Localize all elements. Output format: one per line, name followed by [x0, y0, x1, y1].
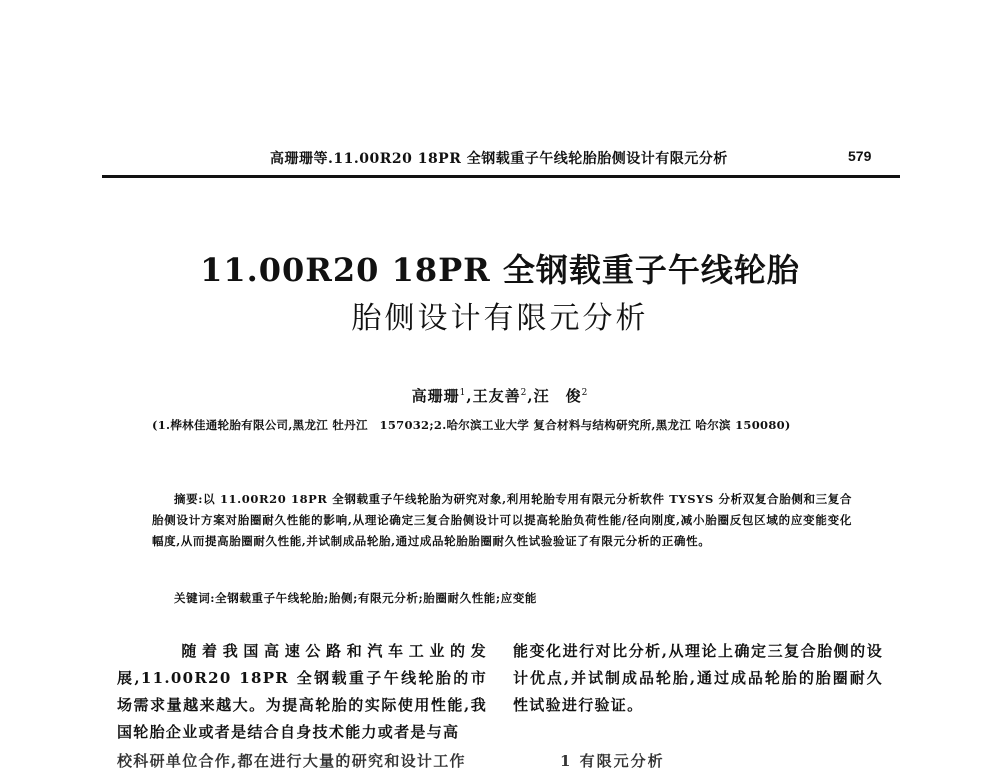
article-title-line-1: 11.00R20 18PR 全钢载重子午线轮胎 — [200, 251, 800, 289]
author-affil-mark: 1 — [459, 388, 467, 398]
author-name: 王友善 — [472, 387, 521, 405]
body-paragraph: 随着我国高速公路和汽车工业的发展,11.00R20 18PR 全钢载重子午线轮胎的市场需求量越来越大。为提高轮胎的实际使用性能,我国轮胎企业或者是结合自身技术能力或者是与高 — [117, 642, 487, 741]
keywords-text: 全钢载重子午线轮胎;胎侧;有限元分析;胎圈耐久性能;应变能 — [215, 591, 538, 605]
abstract-text: 以 11.00R20 18PR 全钢载重子午线轮胎为研究对象,利用轮胎专用有限元分析软件 TYSYS 分析双复合胎侧和三复合胎侧设计方案对胎圈耐久性能的影响,从理论确定三复合胎侧设计可以提高轮胎负荷性能/径向刚度,减小胎圈反包区域的应变能变化幅度,从而提高胎圈耐久性能,并试制成品轮胎,通过成品轮胎胎圈耐久性试验验证了有限元分析的正确性。 — [152, 492, 852, 548]
section-heading-cut: 1 有限元分析 — [560, 752, 665, 770]
author-separator: , — [527, 387, 534, 405]
abstract — [152, 489, 852, 552]
author-affil-mark: 2 — [581, 388, 589, 398]
author-separator: , — [466, 387, 473, 405]
author-list — [0, 385, 1000, 406]
author-name: 汪 俊 — [533, 387, 582, 405]
article-title-line-2: 胎侧设计有限元分析 — [351, 301, 649, 336]
abstract-label: 摘要: — [174, 492, 204, 506]
keywords-label: 关键词: — [174, 591, 216, 605]
body-right-column — [513, 638, 883, 719]
body-left-cut-line: 校科研单位合作,都在进行大量的研究和设计工作 — [117, 752, 466, 770]
keywords — [174, 590, 537, 606]
page-number: 579 — [848, 148, 872, 164]
body-left-column — [117, 638, 487, 746]
header-rule — [102, 175, 900, 178]
running-head: 高珊珊等.11.00R20 18PR 全钢载重子午线轮胎胎侧设计有限元分析 — [270, 151, 728, 167]
body-paragraph: 能变化进行对比分析,从理论上确定三复合胎侧的设计优点,并试制成品轮胎,通过成品轮胎的胎圈耐久性试验进行验证。 — [513, 642, 883, 714]
author-name: 高珊珊 — [411, 387, 460, 405]
author-affil-mark: 2 — [520, 388, 528, 398]
affiliation: (1.桦林佳通轮胎有限公司,黑龙江 牡丹江 157032;2.哈尔滨工业大学 复合材料与结构研究所,黑龙江 哈尔滨 150080) — [152, 418, 791, 432]
